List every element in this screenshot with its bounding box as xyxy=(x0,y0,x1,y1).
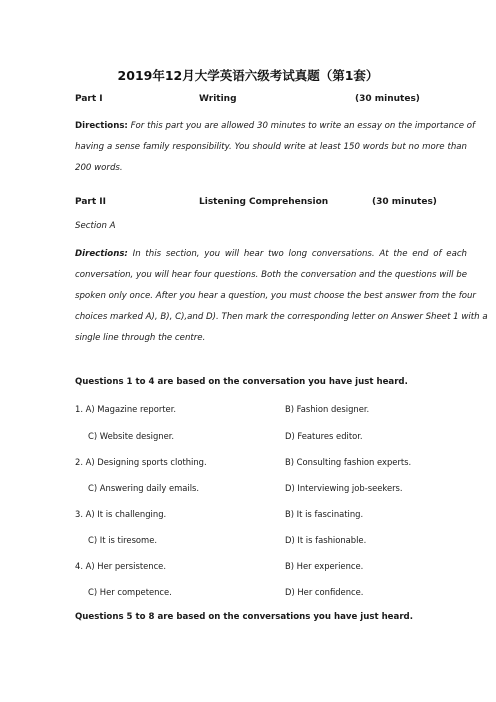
page-title: 2019年12月大学英语六级考试真题（第1套） xyxy=(117,68,379,83)
q3-option-b: B) It is fascinating. xyxy=(285,509,364,519)
questions-5-8-header: Questions 5 to 8 are based on the conversations you have just heard. xyxy=(75,612,413,622)
part1-directions-line-2: having a sense family responsibility. You should write at least 150 words but no more than xyxy=(75,142,467,152)
q1-option-c: C) Website designer. xyxy=(88,431,175,441)
q4-option-c: C) Her competence. xyxy=(88,587,172,597)
q1-option-b: B) Fashion designer. xyxy=(285,404,370,414)
q1-option-d: D) Features editor. xyxy=(285,431,363,441)
part2-directions-line-2: conversation, you will hear four questions. Both the conversation and the questions will be xyxy=(75,270,467,280)
q2-option-b: B) Consulting fashion experts. xyxy=(285,457,412,467)
part1-name: Writing xyxy=(199,94,237,104)
part2-directions-line-5: single line through the centre. xyxy=(75,333,206,343)
part2-directions-line-3: spoken only once. After you hear a question, you must choose the best answer from the four xyxy=(75,291,476,301)
q2-option-c: C) Answering daily emails. xyxy=(88,483,200,493)
part2-name: Listening Comprehension xyxy=(199,197,329,207)
part2-directions-label: Directions: xyxy=(75,249,128,259)
part2-time: (30 minutes) xyxy=(372,197,437,207)
part1-directions xyxy=(75,116,476,179)
q2-option-d: D) Interviewing job-seekers. xyxy=(285,483,403,493)
q1-option-a: 1. A) Magazine reporter. xyxy=(75,404,177,414)
q3-option-c: C) It is tiresome. xyxy=(88,535,158,545)
q4-option-a: 4. A) Her persistence. xyxy=(75,561,166,571)
q3-option-a: 3. A) It is challenging. xyxy=(75,509,167,519)
q3-option-d: D) It is fashionable. xyxy=(285,535,367,545)
part1-directions-line-1: For this part you are allowed 30 minutes to write an essay on the importance of xyxy=(130,121,476,131)
section-a-heading: Section A xyxy=(75,221,116,231)
part2-directions-line-1: In this section, you will hear two long conversations. At the end of each xyxy=(132,249,468,259)
part2-directions-line-4: choices marked A), B), C),and D). Then mark the corresponding letter on Answer Sheet 1 with a xyxy=(75,312,488,322)
part1-directions-line-3: 200 words. xyxy=(75,163,123,173)
part2-label: Part II xyxy=(75,197,106,207)
part1-label: Part I xyxy=(75,94,103,104)
part2-directions xyxy=(75,244,488,349)
questions-1-4-header: Questions 1 to 4 are based on the conversation you have just heard. xyxy=(75,377,408,387)
q4-option-b: B) Her experience. xyxy=(285,561,364,571)
part1-directions-label: Directions: xyxy=(75,121,128,131)
q4-option-d: D) Her confidence. xyxy=(285,587,364,597)
q2-option-a: 2. A) Designing sports clothing. xyxy=(75,457,207,467)
part1-time: (30 minutes) xyxy=(355,94,420,104)
